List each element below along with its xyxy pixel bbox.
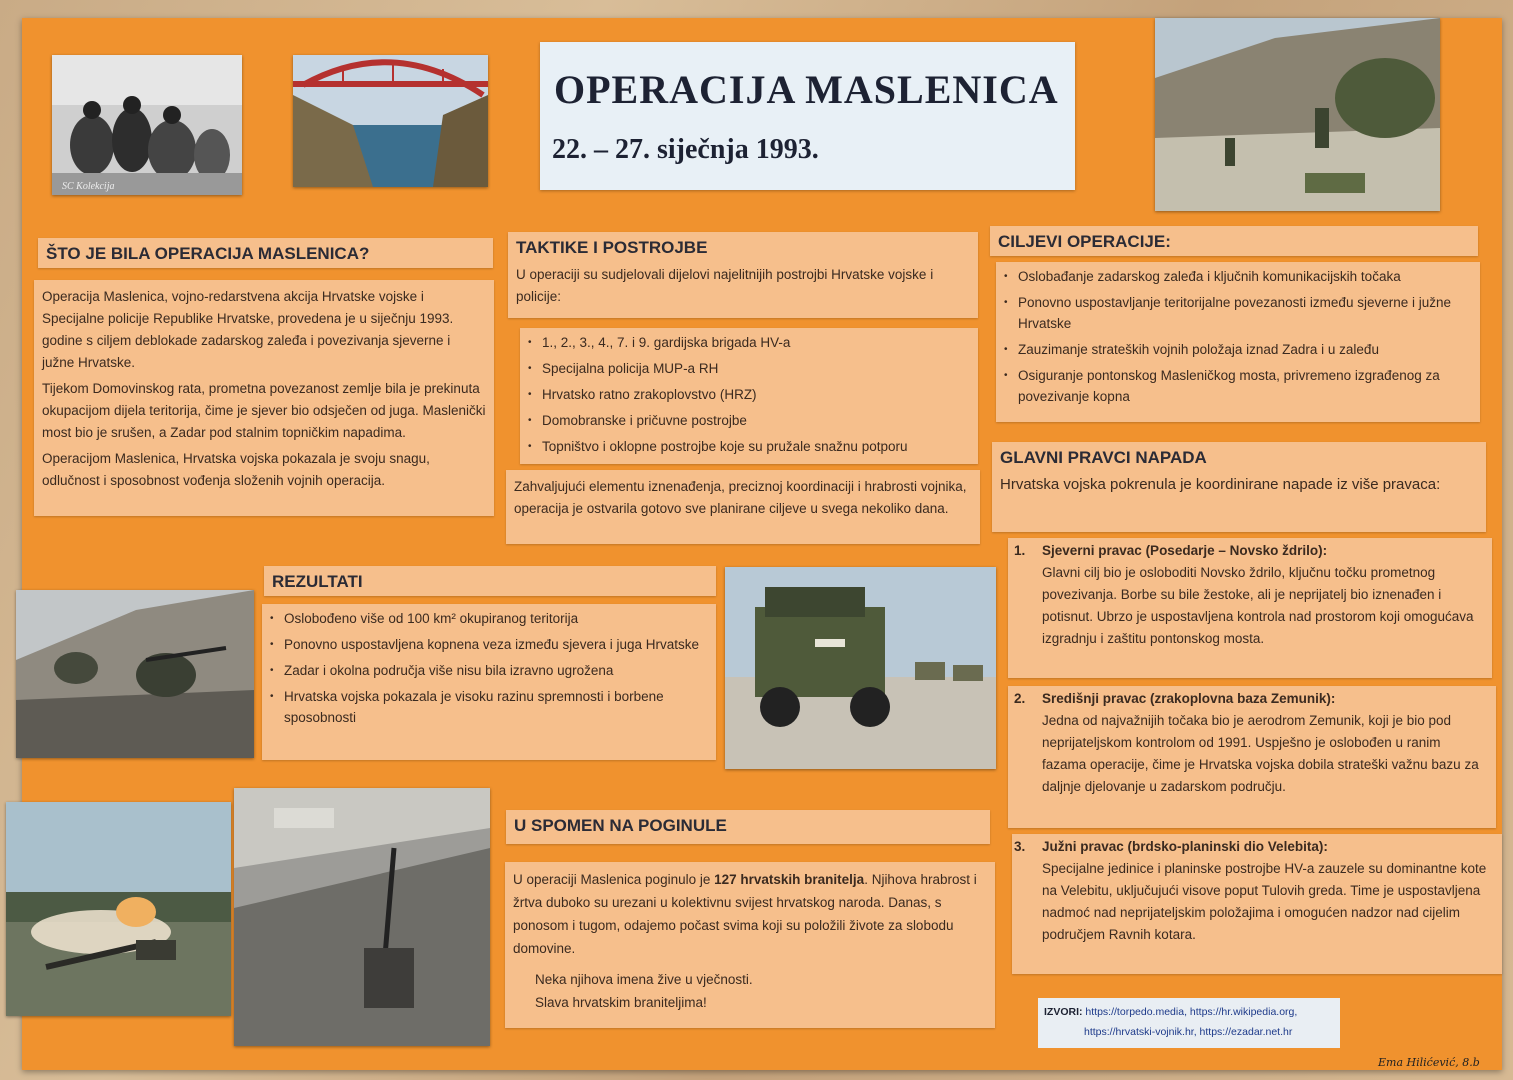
memorial-heading-card	[506, 810, 990, 844]
directions-heading: GLAVNI PRAVCI NAPADA	[1000, 448, 1207, 467]
direction-number: 1.	[1014, 543, 1026, 558]
direction-card-1	[1008, 538, 1492, 678]
direction-title: Južni pravac (brdsko-planinski dio Velebita):	[1042, 839, 1328, 854]
results-heading-card	[264, 566, 716, 596]
directions-card	[992, 442, 1486, 532]
memorial-text-end: . Njihova hrabrost i žrtva duboko su urezani u kolektivnu svijest hrvatskog naroda. Danas, s ponosom i tugom, odajemo počast svima koji su položili živote za slobodu domovine.	[513, 872, 977, 956]
results-heading: REZULTATI	[272, 572, 363, 591]
results-list	[262, 604, 716, 737]
what-heading: ŠTO JE BILA OPERACIJA MASLENICA?	[46, 244, 370, 263]
photo-soldiers-rocks	[16, 590, 254, 758]
memorial-line-1: Neka njihova imena žive u vječnosti.	[535, 972, 753, 987]
direction-number: 2.	[1014, 691, 1026, 706]
list-item: • Hrvatska vojska pokazala je visoku razinu spremnosti i borbene sposobnosti	[270, 686, 708, 728]
page-dates: 22. – 27. siječnja 1993.	[552, 134, 819, 165]
what-heading-card	[38, 238, 493, 268]
signature: Ema Hilićević, 8.b	[1378, 1056, 1480, 1069]
photo-soldiers-group	[52, 55, 242, 195]
sources-card	[1038, 998, 1340, 1048]
tactics-outro-card	[506, 470, 980, 544]
list-item: • Domobranske i pričuvne postrojbe	[528, 410, 970, 431]
title-card	[540, 42, 1075, 190]
memorial-text-card	[505, 862, 995, 1028]
list-item: • Ponovno uspostavljanje teritorijalne povezanosti između sjeverne i južne Hrvatske	[1004, 292, 1472, 334]
photo-maslenica-bridge	[293, 55, 488, 187]
page-title: OPERACIJA MASLENICA	[554, 67, 1059, 112]
direction-card-2	[1008, 686, 1496, 828]
photo-mountain-soldiers	[1155, 18, 1440, 211]
results-list-card	[262, 604, 716, 760]
goals-heading: CILJEVI OPERACIJE:	[998, 232, 1171, 251]
tactics-intro: U operaciji su sudjelovali dijelovi najelitnijih postrojbi Hrvatske vojske i policije:	[516, 267, 934, 304]
list-item: • Oslobođeno više od 100 km² okupiranog teritorija	[270, 608, 708, 629]
direction-card-3	[1012, 834, 1502, 974]
memorial-line-2: Slava hrvatskim braniteljima!	[535, 995, 707, 1010]
tactics-list	[520, 328, 978, 466]
goals-list	[996, 262, 1480, 416]
tactics-card	[508, 232, 978, 318]
memorial-heading: U SPOMEN NA POGINULE	[514, 816, 727, 835]
list-item: • Zauzimanje strateških vojnih položaja iznad Zadra i u zaleđu	[1004, 339, 1472, 360]
list-item: • Specijalna policija MUP-a RH	[528, 358, 970, 379]
goals-list-card	[996, 262, 1480, 422]
photo-military-truck	[725, 567, 996, 769]
what-paragraph-3: Operacijom Maslenica, Hrvatska vojska pokazala je svoju snagu, odlučnost i sposobnost vođenja složenih vojnih operacija.	[42, 451, 430, 488]
sources-line-1[interactable]: https://torpedo.media, https://hr.wikipedia.org,	[1085, 1006, 1298, 1018]
what-paragraph-1: Operacija Maslenica, vojno-redarstvena akcija Hrvatske vojske i Specijalne policije Republike Hrvatske, provedena je u siječnju 1993. godine s ciljem deblokade zadarskog zaleđa i povezivanja sjeverne i južne Hrvatske.	[42, 289, 454, 370]
direction-text: Specijalne jedinice i planinske postrojbe HV-a zauzele su dominantne kote na Velebitu, uključujući visove poput Tulovih greda. Time je uspostavljena nadmoć nad neprijateljskim položajima i omogućen nadzor nad cijelim područjem Ravnih kotara.	[1042, 861, 1487, 942]
goals-heading-card	[990, 226, 1478, 256]
direction-text: Jedna od najvažnijih točaka bio je aerodrom Zemunik, koji je bio pod neprijateljskom kontrolom od 1991. Uspješno je oslobođen u ranim fazama operacije, čime je Hrvatska vojska dobila strateški važnu bazu za daljnje djelovanje u zadarskom području.	[1042, 713, 1479, 794]
photo-caption: SC Kolekcija	[62, 181, 115, 192]
tactics-outro: Zahvaljujući elementu iznenađenja, preciznoj koordinaciji i hrabrosti vojnika, operacija je ostvarila gotovo sve planirane ciljeve u svega nekoliko dana.	[514, 479, 967, 516]
what-text-card	[34, 280, 494, 516]
list-item: • Zadar i okolna područja više nisu bila izravno ugrožena	[270, 660, 708, 681]
tactics-list-card	[520, 328, 978, 464]
list-item: • Oslobađanje zadarskog zaleđa i ključnih komunikacijskih točaka	[1004, 266, 1472, 287]
list-item: • Ponovno uspostavljena kopnena veza između sjevera i juga Hrvatske	[270, 634, 708, 655]
sources-line-2[interactable]: https://hrvatski-vojnik.hr, https://ezadar.net.hr	[1084, 1026, 1293, 1038]
direction-number: 3.	[1014, 839, 1026, 854]
photo-artillery-firing	[6, 802, 231, 1016]
list-item: • Hrvatsko ratno zrakoplovstvo (HRZ)	[528, 384, 970, 405]
direction-text: Glavni cilj bio je osloboditi Novsko ždrilo, ključnu točku prometnog povezivanja. Borbe su bile žestoke, ali je neprijatelj bio iznenađen i potisnut. Ubrzo je uspostavljena kontrola nad prostorom koji omogućava izgradnju i zaštitu pontonskog mosta.	[1042, 565, 1474, 646]
sources-label: IZVORI:	[1044, 1006, 1083, 1018]
memorial-text-start: U operaciji Maslenica poginulo je	[513, 872, 715, 887]
direction-title: Središnji pravac (zrakoplovna baza Zemunik):	[1042, 691, 1336, 706]
list-item: • Topništvo i oklopne postrojbe koje su pružale snažnu potporu	[528, 436, 970, 457]
list-item: • Osiguranje pontonskog Masleničkog mosta, privremeno izgrađenog za povezivanje kopna	[1004, 365, 1472, 407]
what-paragraph-2: Tijekom Domovinskog rata, prometna povezanost zemlje bila je prekinuta okupacijom dijela teritorija, čime je sjever bio odsječen od juga. Maslenički most bio je srušen, a Zadar pod stalnim topničkim napadima.	[42, 381, 486, 440]
directions-intro: Hrvatska vojska pokrenula je koordinirane napade iz više pravaca:	[1000, 476, 1441, 493]
memorial-fallen-count: 127 hrvatskih branitelja	[714, 872, 865, 887]
list-item: • 1., 2., 3., 4., 7. i 9. gardijska brigada HV-a	[528, 332, 970, 353]
tactics-heading: TAKTIKE I POSTROJBE	[516, 238, 708, 257]
direction-title: Sjeverni pravac (Posedarje – Novsko ždrilo):	[1042, 543, 1328, 558]
photo-destroyed-gun	[234, 788, 490, 1046]
